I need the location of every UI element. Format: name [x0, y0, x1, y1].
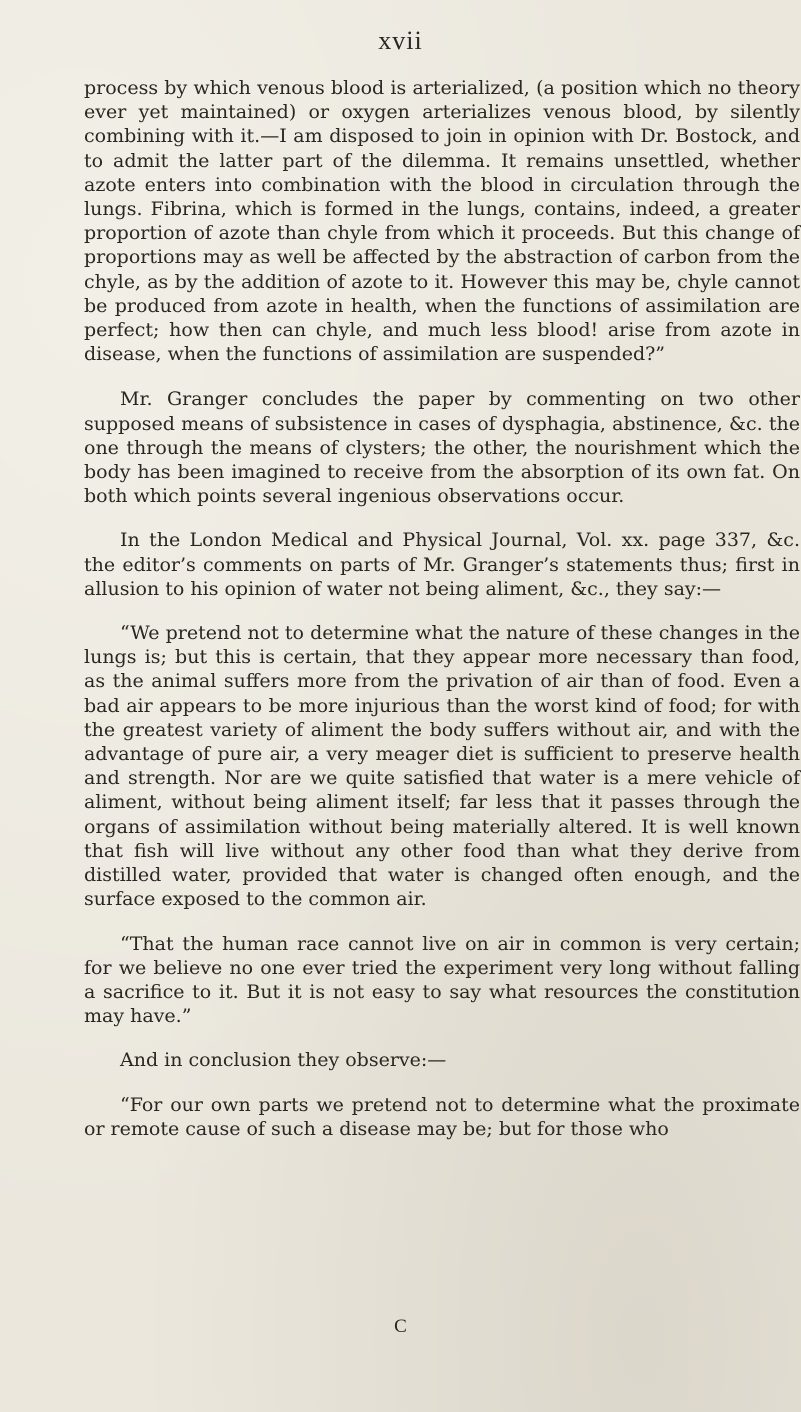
body-text [84, 76, 800, 1161]
paragraph-5-quote: “That the human race cannot live on air in common is very certain; for we believe no one ever tried the experiment very long without falling a sacrifice to it. But it is not easy to say what resources the constitution may have.” [84, 932, 800, 1028]
paragraph-6: And in conclusion they observe:— [120, 1049, 447, 1072]
paragraph-1: process by which venous blood is arterialized, (a position which no theory ever yet maintained) or oxygen arterializes venous blood, by silently combining with it.—I am disposed to join in opinion with Dr. Bostock, and to admit the latter part of the dilemma. It remains unsettled, whether azote enters into combination with the blood in circulation through the lungs. Fibrina, which is formed in the lungs, contains, indeed, a greater proportion of azote than chyle from which it proceeds. But this change of proportions may as well be affected by the abstraction of carbon from the chyle, as by the addition of azote to it. However this may be, chyle cannot be produced from azote in health, when the functions of assimilation are perfect; how then can chyle, and much less blood! arise from azote in disease, when the functions of assimilation are suspended?” [84, 77, 800, 366]
paragraph-7-quote: “For our own parts we pretend not to determine what the proximate or remote cause of such a disease may be; but for those who [84, 1093, 800, 1140]
signature-mark: C [394, 1316, 407, 1337]
page-number: xvii [378, 26, 423, 55]
paragraph-2: Mr. Granger concludes the paper by commenting on two other supposed means of subsistence in cases of dysphagia, abstinence, &c. the one through the means of clysters; the other, the nourishment which the body has been imagined to receive from the absorption of its own fat. On both which points several ingenious observations occur. [84, 388, 800, 508]
paragraph-3: In the London Medical and Physical Journal, Vol. xx. page 337, &c. the editor’s comments on parts of Mr. Granger’s statements thus; first in allusion to his opinion of water not being aliment, &c., they say:— [84, 529, 800, 600]
paragraph-4-quote: “We pretend not to determine what the nature of these changes in the lungs is; but this is certain, that they appear more necessary than food, as the animal suffers more from the privation of air than of food. Even a bad air appears to be more injurious than the worst kind of food; for with the greatest variety of aliment the body suffers without air, and with the advantage of pure air, a very meager diet is sufficient to preserve health and strength. Nor are we quite satisfied that water is a mere vehicle of aliment, without being aliment itself; far less that it passes through the organs of assimilation without being materially altered. It is well known that fish will live without any other food than what they derive from distilled water, provided that water is changed often enough, and the surface exposed to the common air. [84, 622, 800, 911]
